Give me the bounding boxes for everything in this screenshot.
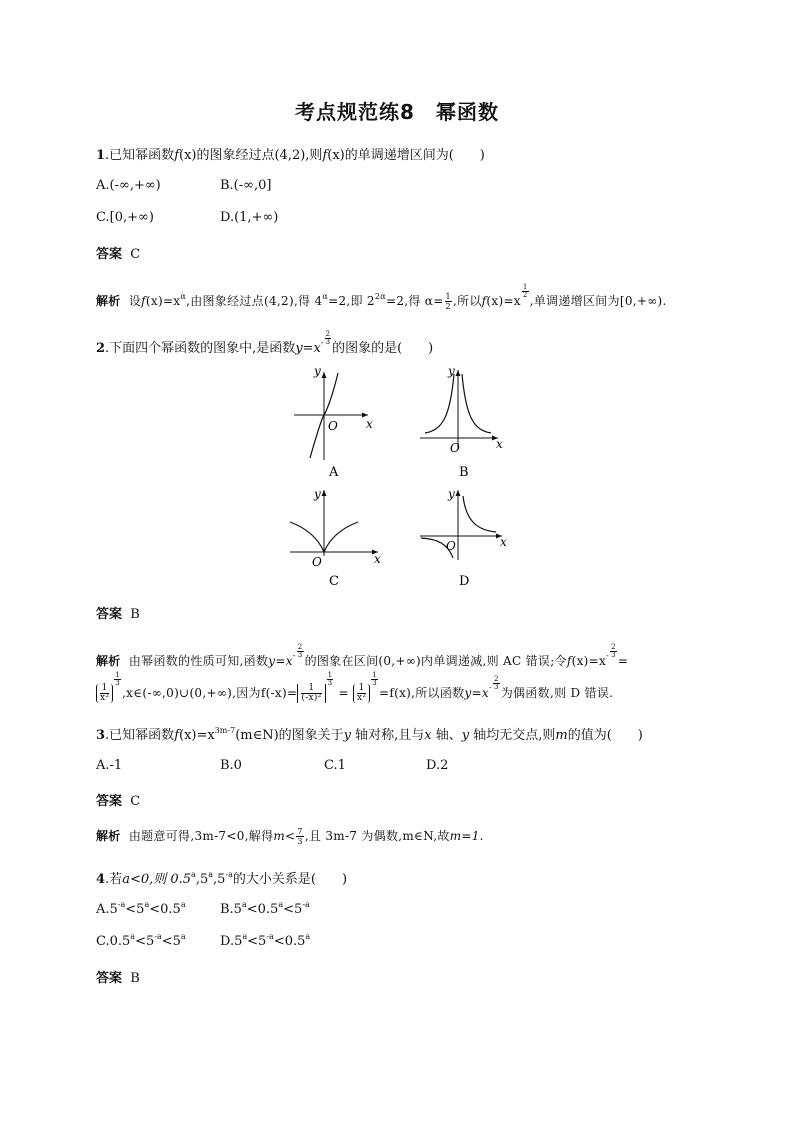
denominator: 3 xyxy=(327,679,333,687)
graph-panel xyxy=(280,360,520,590)
numerator: 1 xyxy=(445,292,451,301)
curve-c-left xyxy=(290,522,324,552)
question-number: 2 xyxy=(96,341,106,356)
question-number: 4 xyxy=(96,872,106,887)
explain-text: 的图象在区间(0,+∞)内单调递减,则 AC 错误;令 xyxy=(304,654,567,668)
q1-explanation xyxy=(96,284,667,311)
math-fneg: f(-x)= xyxy=(260,686,298,700)
question-3 xyxy=(96,724,643,743)
option-text: <5 xyxy=(247,934,267,949)
exponent: a xyxy=(241,900,247,909)
explain-label: 解析 xyxy=(96,654,121,668)
exponent-third xyxy=(371,672,378,687)
arrow-icon xyxy=(322,372,327,378)
answer-value: C xyxy=(130,247,141,262)
exponent-sign: - xyxy=(606,651,610,660)
q4-option-c[interactable] xyxy=(96,934,186,949)
question-1 xyxy=(96,144,485,163)
axis-y-label: y xyxy=(448,487,455,501)
denominator: x² xyxy=(356,693,367,703)
math-m-eq: m=1. xyxy=(449,829,484,843)
origin-label: O xyxy=(328,419,338,433)
answer-label: 答案 xyxy=(96,607,123,622)
graph-c[interactable] xyxy=(290,487,381,569)
graph-b[interactable] xyxy=(420,364,503,455)
exponent: α xyxy=(322,292,329,301)
denominator: 3 xyxy=(372,679,377,687)
explain-text: ,x∈(-∞,0)∪(0,+∞),因为 xyxy=(122,686,261,700)
curve-c-right xyxy=(324,522,358,552)
answer-value: B xyxy=(130,971,140,986)
exponent: a xyxy=(191,870,196,879)
question-text: 的图象的是( ) xyxy=(332,341,434,356)
exponent-sign: - xyxy=(320,338,324,347)
numerator: 2 xyxy=(325,330,331,338)
math-f: f xyxy=(322,148,328,163)
question-2 xyxy=(96,331,433,356)
exponent-fraction xyxy=(610,644,617,659)
math-y: y xyxy=(461,728,470,743)
q4-option-b[interactable] xyxy=(220,902,310,917)
axis-x-label: x xyxy=(496,437,503,451)
exponent-fraction xyxy=(297,644,304,659)
explain-text: =2,得 α= xyxy=(385,294,444,308)
denominator: 3 xyxy=(611,651,616,659)
question-text: 的单调递增区间为( ) xyxy=(344,148,485,163)
explain-text: =x xyxy=(588,654,607,668)
exponent: -a xyxy=(154,932,162,941)
numerator: 1 xyxy=(101,683,108,693)
option-text: <0.5 xyxy=(246,902,279,917)
explain-text: 由题意可得,3m-7<0,解得 xyxy=(128,829,274,843)
answer-value: B xyxy=(130,607,140,622)
graph-label-a: A xyxy=(329,465,339,480)
math-condition: a<0,则 0.5 xyxy=(122,872,192,887)
math-y-eq: y=x xyxy=(268,654,293,668)
denominator: 2 xyxy=(445,302,451,311)
question-number: 3 xyxy=(96,728,106,743)
option-text: <5 xyxy=(161,934,181,949)
page-title: 考点规范练8 幂函数 xyxy=(295,100,499,124)
math-x: (x) xyxy=(145,294,163,308)
question-text: ,5 xyxy=(195,872,209,887)
explain-text: 设 xyxy=(128,294,142,308)
q3-option-b[interactable]: B.0 xyxy=(220,758,242,773)
explain-text: = xyxy=(338,686,349,700)
graph-label-d: D xyxy=(459,574,470,589)
curve-b-right xyxy=(462,374,491,433)
math-f: f xyxy=(566,654,572,668)
numerator: 1 xyxy=(372,671,377,679)
explain-text: 由幂函数的性质可知,函数 xyxy=(128,654,269,668)
axis-x-label: x xyxy=(366,417,373,431)
math-x: (x) xyxy=(179,148,197,163)
option-text: <5 xyxy=(135,934,155,949)
fraction xyxy=(357,684,366,703)
axis-y-label: y xyxy=(314,364,321,378)
math-f: f xyxy=(481,294,487,308)
fraction-seven-thirds xyxy=(296,827,303,846)
q3-explanation xyxy=(96,827,484,846)
answer-label: 答案 xyxy=(96,247,123,262)
explain-text: ,所以 xyxy=(452,294,482,308)
math-x: (x) xyxy=(327,148,345,163)
denominator: 3 xyxy=(297,651,303,659)
numerator: 7 xyxy=(297,827,303,836)
option-text: C.0.5 xyxy=(96,934,131,949)
fraction-half xyxy=(445,292,452,311)
explain-text: = xyxy=(617,654,629,668)
denominator: x² xyxy=(100,693,110,703)
explain-text: ,单调递增区间为[0,+∞). xyxy=(529,294,667,308)
question-text: .已知幂函数 xyxy=(105,148,175,163)
exponent: a xyxy=(278,900,284,909)
q3-option-d[interactable]: D.2 xyxy=(426,758,449,773)
numerator: 2 xyxy=(297,643,303,651)
denominator: 3 xyxy=(325,338,331,346)
question-text: .若 xyxy=(105,872,123,887)
option-text: <5 xyxy=(283,902,303,917)
numerator: 2 xyxy=(493,675,499,683)
q3-answer xyxy=(96,790,140,809)
question-number: 1 xyxy=(96,148,106,163)
axis-y-label: y xyxy=(314,487,321,501)
exponent: a xyxy=(180,932,186,941)
math-x: (x) xyxy=(486,294,504,308)
question-text: 的大小关系是( ) xyxy=(232,872,348,887)
exponent-half xyxy=(522,284,529,299)
option-text: <5 xyxy=(125,902,145,917)
q3-option-c[interactable]: C.1 xyxy=(324,758,346,773)
exponent: a xyxy=(305,932,311,941)
option-text: D.5 xyxy=(220,934,243,949)
exponent-third xyxy=(327,672,334,687)
option-text: <0.5 xyxy=(273,934,306,949)
exponent-sign: - xyxy=(488,683,492,692)
exponent-third xyxy=(114,672,121,687)
arrow-icon xyxy=(456,490,461,496)
q4-option-a[interactable] xyxy=(96,902,186,917)
question-text: .下面四个幂函数的图象中,是函数 xyxy=(105,341,296,356)
exponent: α xyxy=(180,292,187,301)
answer-label: 答案 xyxy=(96,971,123,986)
axis-x-label: x xyxy=(500,535,507,549)
axis-x-label: x xyxy=(374,552,381,566)
q1-option-a[interactable]: A.(-∞,+∞) xyxy=(96,178,161,193)
graph-label-c: C xyxy=(329,574,339,589)
curve-b-left xyxy=(425,374,454,433)
question-text: .已知幂函数 xyxy=(105,728,175,743)
origin-label: O xyxy=(446,539,456,553)
math-f: f xyxy=(174,728,179,743)
question-text: 轴均无交点,则 xyxy=(469,728,556,743)
q4-option-d[interactable] xyxy=(220,934,310,949)
explain-label: 解析 xyxy=(96,294,121,308)
exponent: a xyxy=(180,900,186,909)
option-text: A.5 xyxy=(96,902,118,917)
numerator: 1 xyxy=(301,684,321,694)
fraction xyxy=(100,684,109,703)
explain-text: 为偶函数,则 D 错误. xyxy=(500,686,614,700)
exponent: a xyxy=(130,932,136,941)
fraction xyxy=(301,684,321,703)
math-f: f xyxy=(174,148,179,163)
question-text: =x xyxy=(196,728,215,743)
axis-y-label: y xyxy=(448,364,455,378)
math-x: (x) xyxy=(179,728,197,743)
denominator: 3 xyxy=(115,679,121,687)
numerator: 1 xyxy=(115,671,121,679)
math-x: (x) xyxy=(571,654,589,668)
q2-answer xyxy=(96,603,140,622)
origin-label: O xyxy=(450,441,460,455)
numerator: 1 xyxy=(522,283,528,291)
q2-explanation-line2 xyxy=(96,672,613,703)
question-text: (m∈N)的图象关于 xyxy=(235,728,344,743)
question-text: ,5 xyxy=(213,872,226,887)
q2-explanation-line1 xyxy=(96,644,628,669)
exponent-sign: - xyxy=(292,651,296,660)
curve-d-right xyxy=(463,496,496,532)
q1-option-c[interactable]: C.[0,+∞) xyxy=(96,210,154,225)
math-m-lt: m< xyxy=(273,829,296,843)
graph-label-b: B xyxy=(459,465,469,480)
bracket-group xyxy=(297,684,325,703)
explain-text: =x xyxy=(162,294,181,308)
question-text: 的图象经过点(4,2),则 xyxy=(196,148,323,163)
exponent: -a xyxy=(117,900,126,909)
denominator: 3 xyxy=(297,837,303,846)
paren-group xyxy=(353,684,370,703)
q1-answer xyxy=(96,243,140,262)
question-text: 轴、 xyxy=(431,728,462,743)
q1-option-b[interactable]: B.(-∞,0] xyxy=(220,178,272,193)
exponent: a xyxy=(208,870,214,879)
question-text: 的值为( ) xyxy=(567,728,643,743)
option-text: <0.5 xyxy=(149,902,181,917)
exponent-fraction xyxy=(325,331,331,346)
question-4 xyxy=(96,868,347,887)
explain-label: 解析 xyxy=(96,829,121,843)
exponent-fraction xyxy=(493,676,500,691)
denominator: 3 xyxy=(493,683,499,691)
graph-d[interactable] xyxy=(420,487,507,560)
explain-text: =2,即 2 xyxy=(328,294,375,308)
graph-a[interactable] xyxy=(294,364,373,460)
math-m: m xyxy=(555,728,568,743)
numerator: 2 xyxy=(611,643,616,651)
denominator: (-x)² xyxy=(301,693,322,703)
exponent: 3m-7 xyxy=(214,726,236,735)
answer-label: 答案 xyxy=(96,794,123,809)
math-y-eq: y=x xyxy=(464,686,489,700)
explain-text: ,且 3m-7 为偶数,m∈N,故 xyxy=(304,829,450,843)
q1-option-d[interactable]: D.(1,+∞) xyxy=(220,210,279,225)
math-f: f xyxy=(141,294,146,308)
q3-option-a[interactable]: A.-1 xyxy=(96,758,123,773)
math-y: y xyxy=(343,728,352,743)
origin-label: O xyxy=(312,555,322,569)
explain-text: ,由图象经过点(4,2),得 4 xyxy=(186,294,323,308)
question-text: 轴对称,且与 xyxy=(351,728,425,743)
exponent: a xyxy=(242,932,248,941)
exponent: 2α xyxy=(374,292,386,301)
math-x-axis: x xyxy=(424,728,432,743)
explain-text: =f(x),所以函数 xyxy=(379,686,465,700)
arrow-icon xyxy=(322,490,327,496)
explain-text: =x xyxy=(503,294,521,308)
arrow-icon xyxy=(456,370,461,376)
numerator: 1 xyxy=(358,683,365,693)
numerator: 1 xyxy=(327,671,333,679)
exponent: -a xyxy=(225,870,233,879)
math-y-eq: y=x xyxy=(295,341,321,356)
answer-value: C xyxy=(130,794,141,809)
option-text: B.5 xyxy=(220,902,242,917)
q4-answer xyxy=(96,967,140,986)
exponent: -a xyxy=(266,932,274,941)
exponent: a xyxy=(144,900,150,909)
denominator: 2 xyxy=(522,291,528,299)
exponent: -a xyxy=(302,900,310,909)
paren-group xyxy=(96,684,113,703)
